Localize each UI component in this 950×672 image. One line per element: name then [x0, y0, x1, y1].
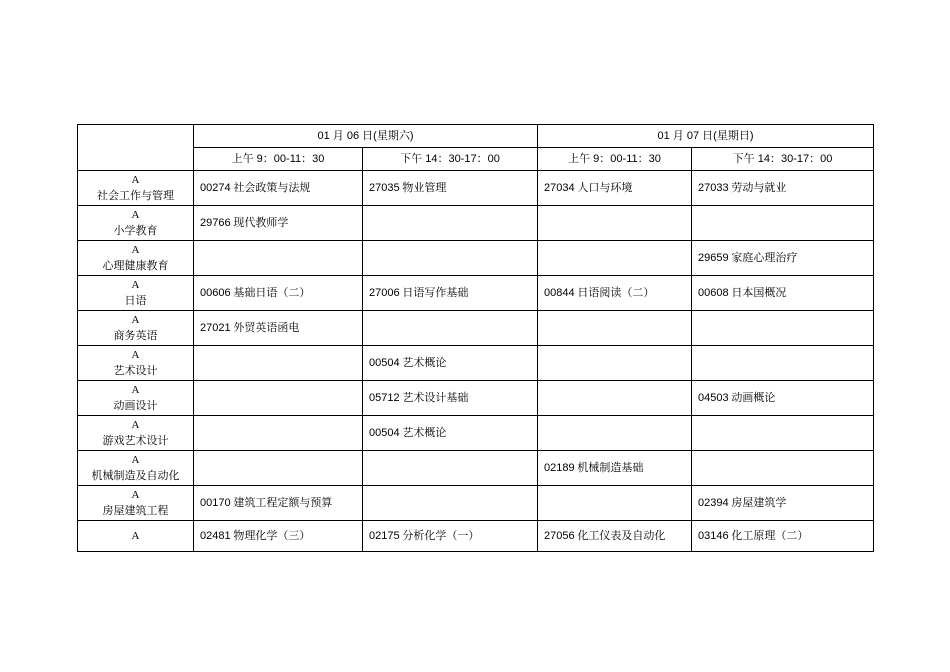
date-header-day1: 01 月 06 日(星期六): [194, 125, 538, 148]
course-name: 外贸英语函电: [233, 322, 300, 334]
major-level: A: [131, 419, 140, 431]
course-cell: [538, 381, 692, 416]
course-cell: [194, 241, 363, 276]
session-header-day2-pm: 下午 14：30-17：00: [692, 148, 874, 171]
major-cell: [78, 206, 194, 241]
course-cell: [363, 346, 538, 381]
course-cell: [194, 486, 363, 521]
major-level: A: [131, 489, 140, 501]
course-code: 02189: [544, 462, 575, 474]
course-code: 00274: [200, 182, 231, 194]
course-cell: [538, 311, 692, 346]
course-name: 劳动与就业: [731, 182, 787, 194]
major-level: A: [131, 244, 140, 256]
session-header-row: [78, 148, 874, 171]
course-cell: [363, 451, 538, 486]
course-code: 27006: [369, 287, 400, 299]
course-code: 27056: [544, 530, 575, 542]
course-cell: [363, 381, 538, 416]
course-name: 分析化学（一）: [402, 530, 480, 542]
course-cell: [538, 276, 692, 311]
course-cell: [194, 311, 363, 346]
major-level: A: [131, 530, 140, 542]
course-name: 家庭心理治疗: [731, 252, 798, 264]
course-code: 00606: [200, 287, 231, 299]
major-name: 机械制造及自动化: [91, 470, 180, 482]
major-cell: [78, 346, 194, 381]
major-level: A: [131, 454, 140, 466]
corner-cell: [78, 125, 194, 171]
course-cell: [538, 416, 692, 451]
major-name: 小学教育: [113, 225, 158, 237]
course-code: 00170: [200, 497, 231, 509]
table-row: [78, 416, 874, 451]
course-cell: [692, 171, 874, 206]
course-name: 建筑工程定额与预算: [233, 497, 333, 509]
course-cell: [194, 171, 363, 206]
course-name: 物理化学（三）: [233, 530, 311, 542]
course-cell: [363, 311, 538, 346]
course-name: 物业管理: [402, 182, 447, 194]
major-level: A: [131, 349, 140, 361]
course-cell: [363, 241, 538, 276]
major-name: 社会工作与管理: [97, 190, 174, 202]
course-code: 00844: [544, 287, 575, 299]
course-name: 艺术概论: [402, 357, 447, 369]
major-cell: [78, 171, 194, 206]
major-cell: [78, 381, 194, 416]
course-code: 27035: [369, 182, 400, 194]
course-code: 02175: [369, 530, 400, 542]
major-cell: [78, 276, 194, 311]
course-name: 日语阅读（二）: [577, 287, 655, 299]
course-code: 05712: [369, 392, 400, 404]
major-name: 日语: [124, 295, 147, 307]
table-row: [78, 486, 874, 521]
major-cell: [78, 486, 194, 521]
course-name: 人口与环境: [577, 182, 633, 194]
course-cell: [692, 486, 874, 521]
course-cell: [363, 206, 538, 241]
course-code: 02481: [200, 530, 231, 542]
course-name: 化工仪表及自动化: [577, 530, 666, 542]
course-cell: [692, 311, 874, 346]
table-row: [78, 346, 874, 381]
course-name: 房屋建筑学: [731, 497, 787, 509]
table-row: [78, 521, 874, 552]
course-cell: [538, 486, 692, 521]
major-name: 游戏艺术设计: [102, 435, 169, 447]
course-cell: [194, 451, 363, 486]
course-code: 03146: [698, 530, 729, 542]
schedule-body: [78, 125, 874, 552]
course-cell: [194, 521, 363, 552]
major-cell: [78, 416, 194, 451]
major-name: 房屋建筑工程: [102, 505, 169, 517]
table-row: [78, 171, 874, 206]
course-name: 社会政策与法规: [233, 182, 311, 194]
course-cell: [692, 521, 874, 552]
course-cell: [692, 241, 874, 276]
course-cell: [363, 521, 538, 552]
course-name: 艺术概论: [402, 427, 447, 439]
course-code: 00608: [698, 287, 729, 299]
date-header-row: [78, 125, 874, 148]
course-code: 29659: [698, 252, 729, 264]
course-code: 04503: [698, 392, 729, 404]
course-name: 化工原理（二）: [731, 530, 809, 542]
table-row: [78, 311, 874, 346]
course-cell: [538, 241, 692, 276]
major-cell: [78, 241, 194, 276]
course-cell: [194, 276, 363, 311]
major-level: A: [131, 314, 140, 326]
course-name: 日本国概况: [731, 287, 787, 299]
course-cell: [194, 346, 363, 381]
session-header-day1-am: 上午 9：00-11：30: [194, 148, 363, 171]
session-header-day1-pm: 下午 14：30-17：00: [363, 148, 538, 171]
course-cell: [363, 486, 538, 521]
course-code: 27034: [544, 182, 575, 194]
course-code: 27021: [200, 322, 231, 334]
course-name: 动画概论: [731, 392, 776, 404]
course-cell: [194, 416, 363, 451]
course-cell: [692, 206, 874, 241]
course-cell: [692, 451, 874, 486]
major-name: 商务英语: [113, 330, 158, 342]
course-cell: [538, 521, 692, 552]
major-cell: [78, 521, 194, 552]
table-row: [78, 276, 874, 311]
course-cell: [363, 276, 538, 311]
table-row: [78, 451, 874, 486]
major-name: 艺术设计: [113, 365, 158, 377]
major-level: A: [131, 174, 140, 186]
course-cell: [363, 171, 538, 206]
course-cell: [538, 206, 692, 241]
course-cell: [538, 171, 692, 206]
course-code: 27033: [698, 182, 729, 194]
course-cell: [692, 416, 874, 451]
course-cell: [194, 381, 363, 416]
course-name: 艺术设计基础: [402, 392, 469, 404]
major-cell: [78, 311, 194, 346]
table-row: [78, 241, 874, 276]
course-name: 机械制造基础: [577, 462, 644, 474]
major-name: 心理健康教育: [102, 260, 169, 272]
major-level: A: [131, 384, 140, 396]
exam-schedule-table: [77, 124, 874, 552]
course-code: 00504: [369, 427, 400, 439]
course-cell: [538, 451, 692, 486]
table-row: [78, 206, 874, 241]
course-code: 29766: [200, 217, 231, 229]
major-name: 动画设计: [113, 400, 158, 412]
major-cell: [78, 451, 194, 486]
course-cell: [692, 276, 874, 311]
course-code: 02394: [698, 497, 729, 509]
major-level: A: [131, 209, 140, 221]
course-name: 基础日语（二）: [233, 287, 311, 299]
major-level: A: [131, 279, 140, 291]
course-name: 现代教师学: [233, 217, 289, 229]
session-header-day2-am: 上午 9：00-11：30: [538, 148, 692, 171]
course-cell: [692, 381, 874, 416]
date-header-day2: 01 月 07 日(星期日): [538, 125, 874, 148]
table-row: [78, 381, 874, 416]
course-code: 00504: [369, 357, 400, 369]
course-cell: [538, 346, 692, 381]
course-cell: [194, 206, 363, 241]
course-name: 日语写作基础: [402, 287, 469, 299]
course-cell: [692, 346, 874, 381]
course-cell: [363, 416, 538, 451]
